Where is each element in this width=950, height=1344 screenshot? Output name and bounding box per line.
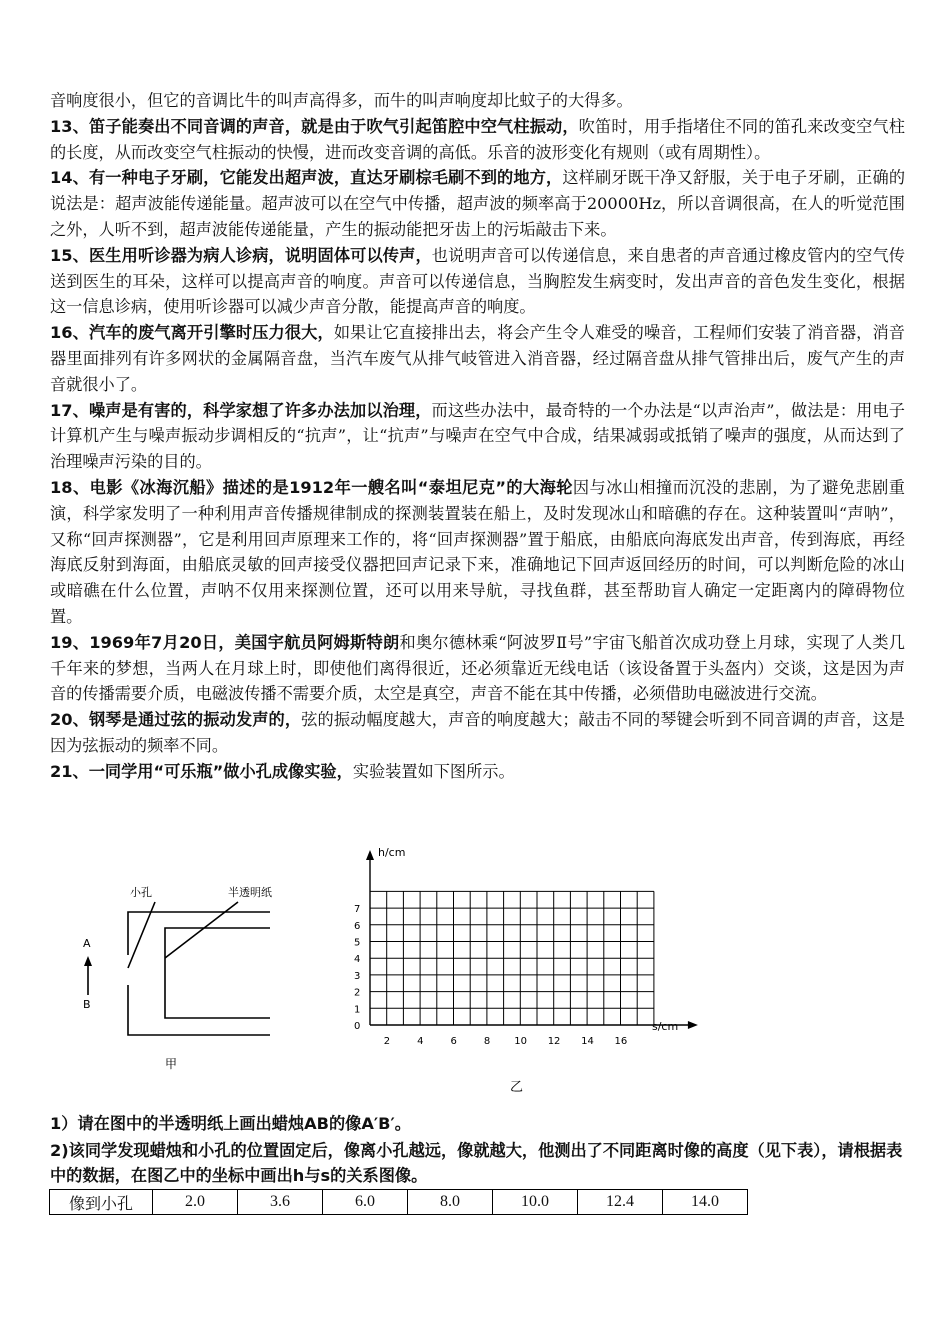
figure-yi [330, 842, 700, 1097]
y-axis-arrow [366, 850, 374, 860]
table-cell: 10.0 [493, 1190, 578, 1215]
para-text: 因与冰山相撞而沉没的悲剧，为了避免悲剧重演，科学家发明了一种利用声音传播规律制成的探测装置装在船上，及时发现冰山和暗礁的存在。这种装置叫“声呐”，又称“回声探测器”，它是利用回声原理来工作的，将“回声探测器”置于船底，由船底向海底发出声音，传到海底，再经海底反射到海面，由船底灵敏的回声接受仪器把回声记录下来，准确地记下回声返回经历的时间，可以判断危险的冰山或暗礁在什么位置，声呐不仅用来探测位置，还可以用来导航，寻找鱼群，甚至帮助盲人确定一定距离内的障碍物位置。 [50, 477, 905, 626]
label-paper: 半透明纸 [228, 886, 272, 899]
y-tick-label: 5 [354, 937, 361, 949]
table-header-cell: 像到小孔 [50, 1190, 153, 1215]
x-tick-label: 8 [483, 1036, 491, 1047]
x-tick-label: 10 [514, 1036, 528, 1047]
para-bold: 19、1969年7月20日，美国宇航员阿姆斯特朗 [50, 632, 400, 652]
y-tick-label: 7 [354, 904, 361, 916]
para-bold: 20、钢琴是通过弦的振动发声的， [50, 710, 302, 730]
paragraph-12-tail [50, 88, 905, 114]
para-text: 和奥尔德林乘“阿波罗Ⅱ号”宇宙飞船首次成功登上月球，实现了人类几千年来的梦想，当两人在月球上时，即使他们离得很近，还必须靠近无线电话（该设备置于头盔内）交谈，这是因为声音的传播需要介质，电磁波传播不需要介质，太空是真空，声音不能在其中传播，必须借助电磁波进行交流。 [50, 632, 905, 704]
table-cell: 14.0 [663, 1190, 748, 1215]
para-text: 弦的振动幅度越大，声音的响度越大；敲击不同的琴键会听到不同音调的声音，这是因为弦振动的频率不同。 [50, 710, 905, 755]
box-outline-top [128, 912, 270, 955]
y-tick-label: 1 [354, 1004, 361, 1016]
paragraph-15 [50, 243, 905, 320]
paragraph-20 [50, 707, 905, 759]
para-text: 而这些办法中，最奇特的一个办法是“以声治声”，做法是：用电子计算机产生与噪声振动步调相反的“抗声”，让“抗声”与噪声在空气中合成，结果减弱或抵销了噪声的强度，从而达到了治理噪声污染的目的。 [50, 400, 905, 472]
para-text: 吹笛时，用手指堵住不同的笛孔来改变空气柱的长度，从而改变空气柱振动的快慢，进而改变音调的高低。乐音的波形变化有规则（或有周期性）。 [50, 116, 905, 162]
table-cell: 12.4 [578, 1190, 663, 1215]
paragraph-16 [50, 320, 905, 397]
table-cell: 3.6 [238, 1190, 323, 1215]
table-cell: 2.0 [153, 1190, 238, 1215]
y-tick-label: 0 [354, 1021, 361, 1032]
paragraph-13 [50, 114, 905, 166]
screen-outline [165, 928, 270, 1018]
label-b: B [83, 998, 91, 1011]
y-axis-label: h/cm [378, 846, 406, 859]
candle-arrow-head [84, 956, 92, 966]
paragraph-21 [50, 759, 905, 785]
grid-lines [370, 891, 654, 1025]
caption-yi: 乙 [510, 1080, 524, 1095]
y-tick-label: 4 [354, 954, 361, 966]
x-tick-label: 4 [417, 1036, 424, 1047]
para-text: 如果让它直接排出去，将会产生令人难受的噪音，工程师们安装了消音器，消音器里面排列有许多网状的金属隔音盘，当汽车废气从排气岐管进入消音器，经过隔音盘从排气管排出后，废气产生的声音就很小了。 [50, 323, 905, 394]
x-tick-label: 14 [581, 1036, 594, 1047]
para-bold: 18、电影《冰海沉船》描述的是1912年一艘名叫“泰坦尼克”的大海轮 [50, 477, 573, 497]
para-bold: 15、医生用听诊器为病人诊病，说明固体可以传声， [50, 245, 432, 265]
para-bold: 14、有一种电子牙刷，它能发出超声波，直达牙刷棕毛刷不到的地方， [50, 168, 563, 188]
x-axis-arrow [688, 1021, 698, 1029]
y-tick-label: 6 [354, 920, 361, 932]
text-body [50, 88, 905, 785]
box-outline-bottom [128, 985, 270, 1035]
table-cell: 6.0 [323, 1190, 408, 1215]
paragraph-17 [50, 398, 905, 475]
y-tick-label: 3 [354, 970, 361, 982]
grid-axes [366, 850, 698, 1029]
table-cell: 8.0 [408, 1190, 493, 1215]
label-a: A [83, 937, 91, 950]
para-text: 也说明声音可以传递信息，来自患者的声音通过橡皮管内的空气传送到医生的耳朵，这样可以提高声音的响度。声音可以传递信息，当胸腔发生病变时，发出声音的音色发生变化，根据这一信息诊病，使用听诊器可以减少声音分散，能提高声音的响度。 [50, 245, 905, 317]
label-hole: 小孔 [130, 886, 152, 899]
x-tick-label: 16 [614, 1036, 628, 1047]
para-text: 实验装置如下图所示。 [352, 761, 515, 781]
table-row [50, 1190, 748, 1215]
para-text: 音响度很小，但它的音调比牛的叫声高得多，而牛的叫声响度却比蚊子的大得多。 [50, 91, 633, 110]
paragraph-19 [50, 630, 905, 707]
data-table [49, 1189, 748, 1215]
paragraph-18 [50, 475, 905, 630]
question-2: 2)该同学发现蜡烛和小孔的位置固定后，像离小孔越远，像就越大，他测出了不同距离时像的高度（见下表），请根据表中的数据，在图乙中的坐标中画出h与s的关系图像。 [50, 1141, 903, 1185]
para-text: 这样刷牙既干净又舒服，关于电子牙刷，正确的说法是：超声波能传递能量。超声波可以在空气中传播，超声波的频率高于20000Hz，所以音调很高，在人的听觉范围之外，人听不到，超声波能传递能量，产生的振动能把牙齿上的污垢敲击下来。 [50, 168, 906, 239]
y-tick-label: 2 [354, 987, 361, 999]
paragraph-14 [50, 165, 905, 242]
para-bold: 21、一同学用“可乐瓶”做小孔成像实验， [50, 761, 353, 781]
question-1: 1）请在图中的半透明纸上画出蜡烛AB的像A′B′。 [50, 1114, 411, 1133]
caption-jia: 甲 [165, 1057, 178, 1071]
para-bold: 17、噪声是有害的，科学家想了许多办法加以治理， [50, 400, 432, 420]
x-tick-label: 6 [450, 1036, 457, 1047]
figure-jia [60, 880, 320, 1095]
para-bold: 13、笛子能奏出不同音调的声音，就是由于吹气引起笛腔中空气柱振动， [50, 116, 579, 136]
x-tick-label: 2 [383, 1036, 391, 1047]
x-tick-label: 12 [547, 1036, 561, 1047]
x-axis-label: s/cm [652, 1020, 679, 1033]
paper-leader [165, 902, 238, 958]
para-bold: 16、汽车的废气离开引擎时压力很大， [50, 323, 334, 343]
